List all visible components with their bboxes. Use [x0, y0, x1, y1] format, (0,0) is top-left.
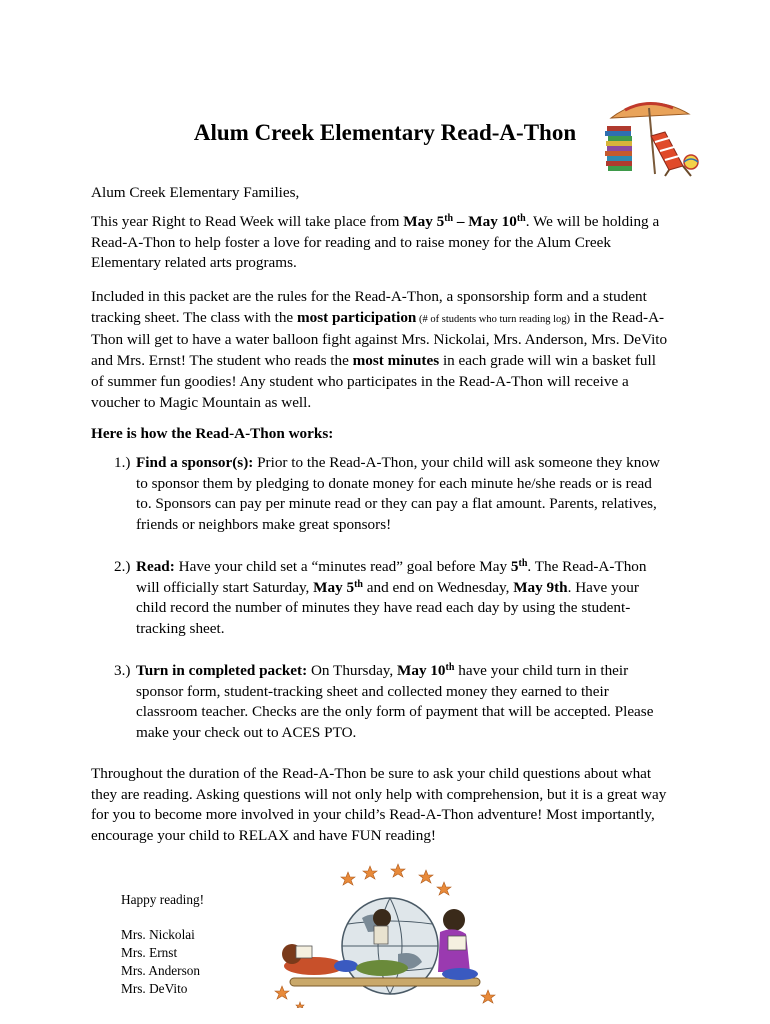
intro-date-end: – May 10	[453, 213, 517, 230]
intro-date-end-suffix: th	[516, 213, 526, 224]
signoff: Happy reading!	[121, 892, 205, 907]
step-title: Find a sponsor(s):	[136, 454, 254, 471]
packet-text-1: Included in this packet are the rules for the Read-A-Thon, a sponsorship form and a student tracking sheet. The class with the	[91, 288, 647, 326]
intro-date-start: May 5	[403, 213, 445, 230]
step-date-suffix: th	[354, 578, 363, 590]
signature-name: Mrs. Anderson	[121, 963, 201, 978]
step-date: May 10	[397, 662, 446, 679]
kids-reading-globe-illustration	[270, 862, 500, 1008]
step-title: Read:	[136, 558, 175, 575]
signature-name: Mrs. Ernst	[121, 945, 178, 960]
packet-text-3: in each grade will win a basket full of summer fun goodies! Any student who participates in the Read-A-Thon will receive a voucher to Magic Mountain as well.	[91, 352, 656, 411]
intro-date-start-suffix: th	[444, 213, 454, 224]
page-title: Alum Creek Elementary Read-A-Thon	[193, 120, 577, 145]
most-minutes: most minutes	[352, 352, 440, 370]
step-text: Have your child set a “minutes read” goal before May	[174, 558, 511, 575]
beach-reading-illustration	[603, 96, 701, 178]
step-date-suffix: th	[445, 662, 455, 673]
step-text: Prior to the Read-A-Thon, your child will ask someone they know to sponsor them by pledging to donate money for each minute he/she reads or is read to. Sponsors can pay per minute read or they can pay a flat amount. Parents, relatives, friends or neighbors make great sponsors!	[136, 454, 660, 534]
intro-text-2: . We will be holding a Read-A-Thon to help foster a love for reading and to raise money for the Alum Creek Elementary related arts programs.	[91, 213, 660, 272]
packet-text-2: in the Read-A-Thon will get to have a water balloon fight against Mrs. Nickolai, Mrs. Anderson, Mrs. DeVito and Mrs. Ernst! The student who reads the	[91, 308, 668, 370]
step-date: May 9th	[513, 578, 568, 596]
packet-paragraph	[91, 287, 671, 413]
signature-name: Mrs. Nickolai	[121, 927, 195, 942]
step-date: May 5	[313, 578, 355, 596]
step-number: 1.)	[114, 454, 131, 471]
step-text: On Thursday,	[307, 662, 398, 679]
step-title: Turn in completed packet:	[136, 662, 308, 679]
signature-name: Mrs. DeVito	[121, 981, 188, 996]
step-text: and end on Wednesday,	[362, 578, 514, 596]
step-text: . The Read-A-Thon will officially start Saturday,	[136, 558, 647, 596]
step-date: 5	[510, 558, 519, 575]
step-number: 3.)	[114, 662, 131, 679]
howto-heading: Here is how the Read-A-Thon works:	[91, 425, 334, 442]
most-participation: most participation	[296, 308, 417, 326]
closing-paragraph: Throughout the duration of the Read-A-Thon be sure to ask your child questions about what they are reading. Asking questions will not only help with comprehension, but it is a great way for you to become more involved in your child’s Read-A-Thon adventure! Most importantly, encourage your child to RELAX and have FUN reading!	[91, 765, 667, 845]
participation-note: (# of students who turn reading log)	[416, 313, 571, 325]
step-text: . Have your child record the number of minutes they have read each day by using the student-tracking sheet.	[136, 578, 639, 638]
greeting: Alum Creek Elementary Families,	[91, 184, 300, 201]
signature-list	[121, 926, 200, 998]
step-number: 2.)	[114, 558, 131, 575]
step-text: have your child turn in their sponsor form, student-tracking sheet and collected money they earned to their classroom teacher. Checks are the only form of payment that will be accepted. Please make your check out to ACES PTO.	[136, 662, 654, 742]
intro-paragraph	[91, 212, 671, 274]
step-date-suffix: th	[518, 558, 528, 569]
intro-text-1: This year Right to Read Week will take place from	[91, 213, 404, 230]
